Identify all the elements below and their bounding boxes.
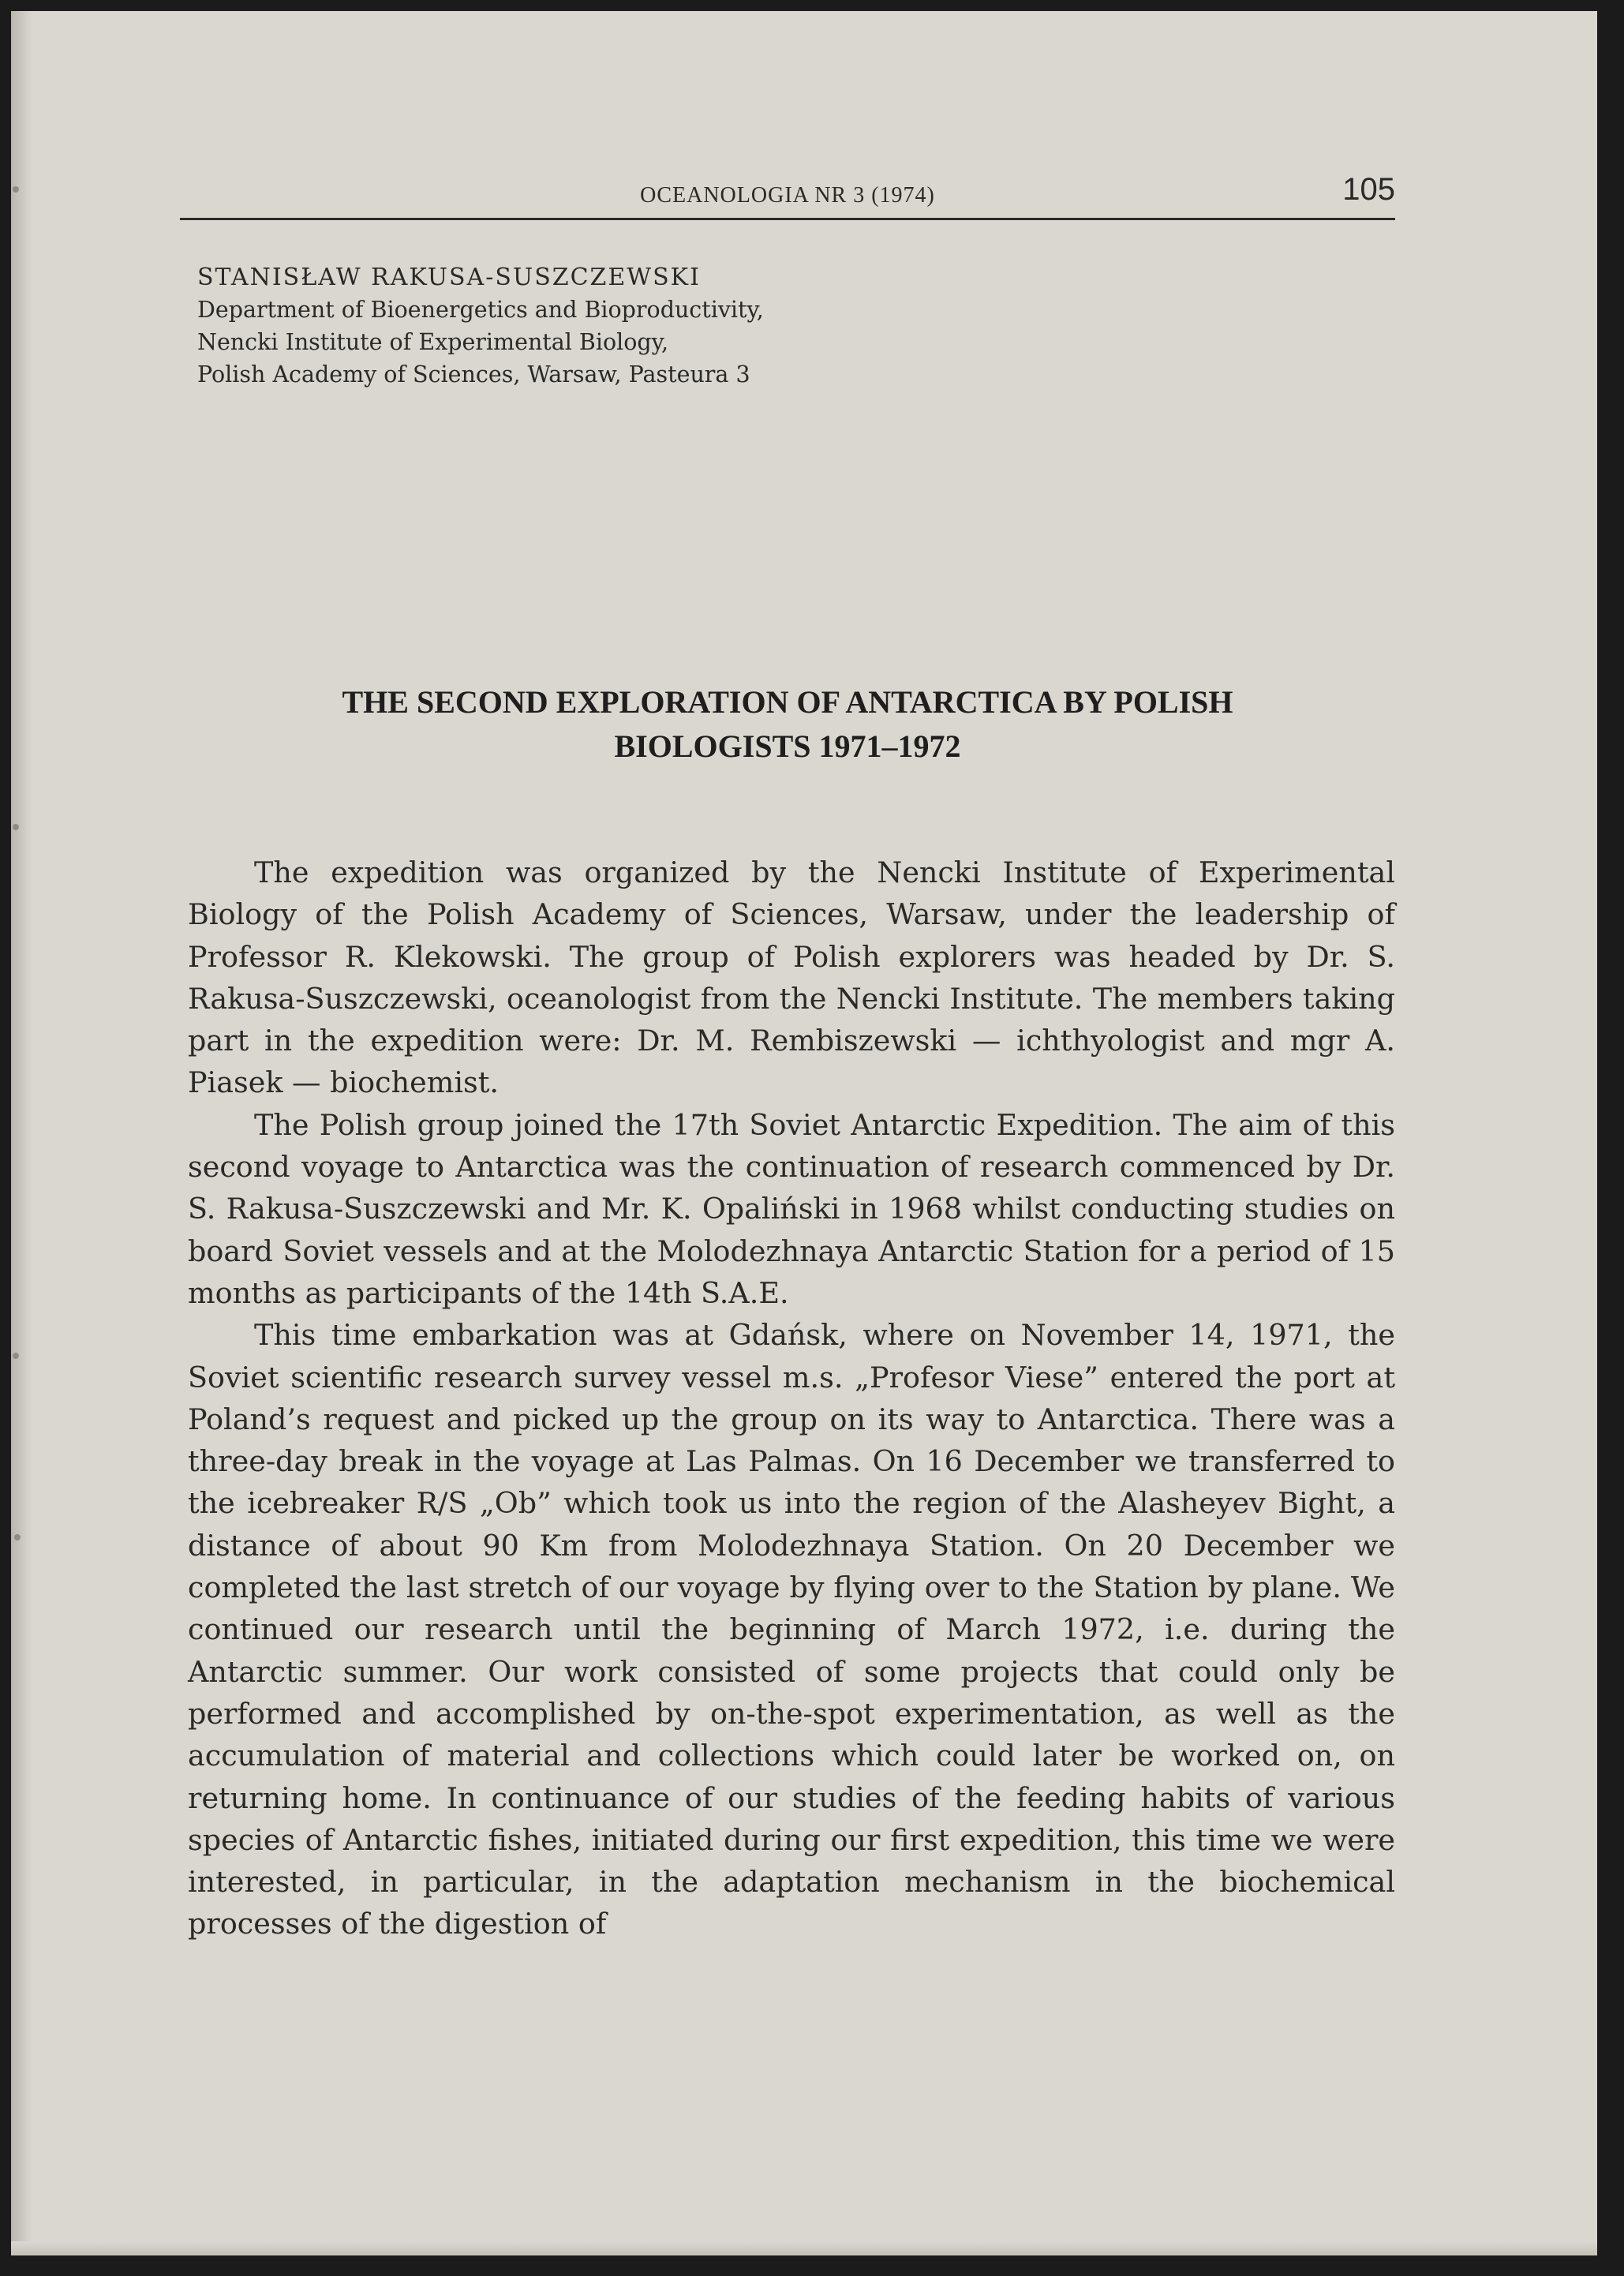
article-body [188,852,1395,1945]
author-block [197,262,764,391]
affiliation-line: Polish Academy of Sciences, Warsaw, Pasteura 3 [197,361,750,387]
body-paragraph: The Polish group joined the 17th Soviet Antarctic Expedition. The aim of this second voyage to Antarctica was the continuation of research commenced by Dr. S. Rakusa-Suszczewski and Mr. K. Opaliński in 1968 whilst conducting studies on board Soviet vessels and at the Molodezhnaya Antarctic Station for a period of 15 months as participants of the 14th S.A.E. [188,1107,1395,1310]
affiliation-line: Nencki Institute of Experimental Biology, [197,329,669,355]
margin-speck [13,186,19,193]
margin-speck [13,1353,19,1359]
affiliation-line: Department of Bioenergetics and Bioproductivity, [197,297,764,323]
margin-speck [13,824,19,830]
title-line: THE SECOND EXPLORATION OF ANTARCTICA BY POLISH [342,684,1233,720]
article-title [180,680,1395,769]
body-paragraph: The expedition was organized by the Nencki Institute of Experimental Biology of the Polish Academy of Sciences, Warsaw, under the leadership of Professor R. Klekowski. The group of Polish explorers was headed by Dr. S. Rakusa-Suszczewski, oceanologist from the Nencki Institute. The members taking part in the expedition were: Dr. M. Rembiszewski — ichthyologist and mgr A. Piasek — biochemist. [188,855,1395,1100]
body-paragraph: This time embarkation was at Gdańsk, where on November 14, 1971, the Soviet scientific research survey vessel m.s. „Profesor Viese” entered the port at Poland’s request and picked up the group on its way to Antarctica. There was a three-day break in the voyage at Las Palmas. On 16 December we transferred to the icebreaker R/S „Ob” which took us into the region of the Alasheyev Bight, a distance of about 90 Km from Molodezhnaya Station. On 20 December we completed the last stretch of our voyage by flying over to the Station by plane. We continued our research until the beginning of March 1972, i.e. during the Antarctic summer. Our work consisted of some projects that could only be performed and accomplished by on-the-spot experimentation, as well as the accumulation of material and collections which could later be worked on, on returning home. In continuance of our studies of the feeding habits of various species of Antarctic fishes, initiated during our first expedition, this time we were interested, in particular, in the adaptation mechanism in the biochemical processes of the digestion of [188,1318,1395,1941]
margin-speck [14,1534,21,1540]
title-line: BIOLOGISTS 1971–1972 [614,728,961,764]
running-header [180,172,1395,220]
page-number: 105 [1342,172,1395,207]
page-bottom-shadow [11,2241,1597,2255]
journal-title: OCEANOLOGIA NR 3 (1974) [640,183,935,208]
author-name: STANISŁAW RAKUSA-SUSZCZEWSKI [197,264,701,291]
document-page [11,11,1597,2255]
page-edge-shadow [11,11,32,2255]
